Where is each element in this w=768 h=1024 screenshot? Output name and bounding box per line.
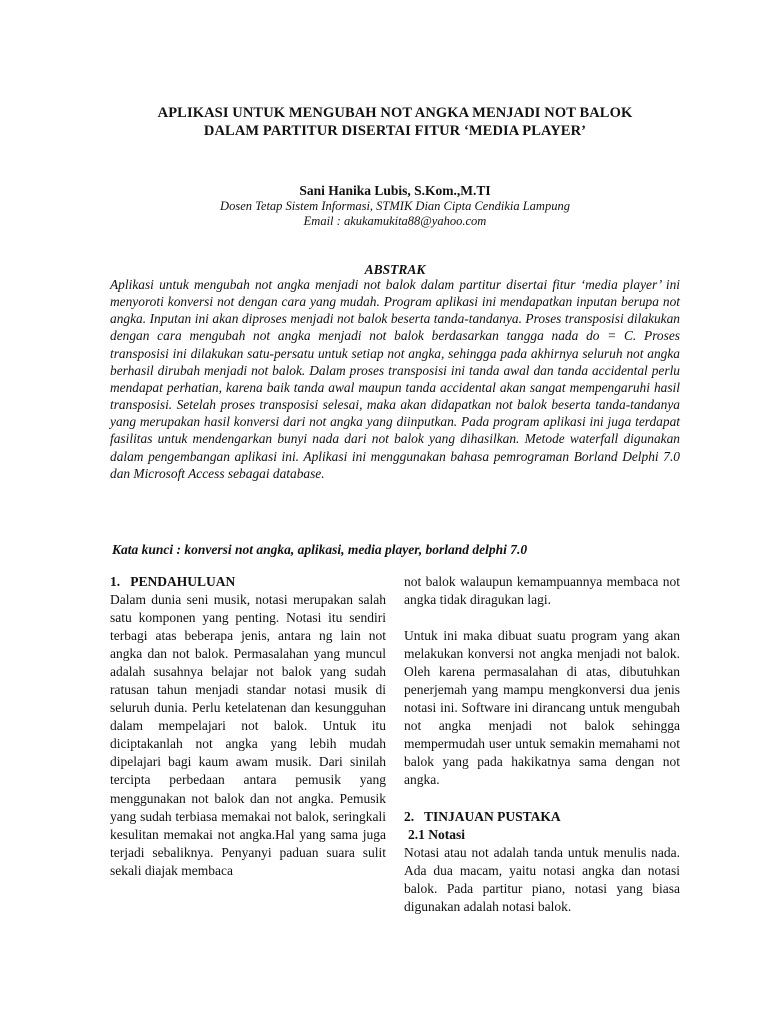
paper-title <box>60 104 730 140</box>
keywords: Kata kunci : konversi not angka, aplikasi, media player, borland delphi 7.0 <box>112 542 528 557</box>
author-name: Sani Hanika Lubis, S.Kom.,M.TI <box>299 183 491 198</box>
intro-paragraph-1: Dalam dunia seni musik, notasi merupakan salah satu komponen yang penting. Notasi itu sendiri terbagi atas beberapa jenis, antara ng lain not angka dan not balok. Permasalahan yang muncul adalah susahnya belajar not balok yang sudah ratusan tahun menjadi standar notasi musik di seluruh dunia. Perlu ketelatenan dan kesungguhan dalam mempelajari not balok. Untuk itu diciptakanlah not angka yang lebih mudah dipelajari bagi kaum awam musik. Dari sinilah tercipta perbedaan antara pemusik yang menggunakan not balok dan not angka. Pemusik yang sudah terbiasa memakai not balok, seringkali kesulitan memakai not angka.Hal yang sama juga terjadi sebaliknya. Penyanyi paduan suara sulit sekali diajak membaca <box>110 592 386 878</box>
abstract-heading: ABSTRAK <box>364 262 426 277</box>
abstract-body: Aplikasi untuk mengubah not angka menjadi not balok dalam partitur disertai fitur ‘media player’ ini menyoroti konversi not dengan cara yang mudah. Program aplikasi ini mendapatkan inputan berupa not angka. Inputan ini akan diproses menjadi not balok beserta tanda-tandanya. Proses transposisi dilakukan dengan cara mengubah not angka menjadi not balok berdasarkan tangga nada do = C. Proses transposisi ini dilakukan satu-persatu untuk setiap not angka, sehingga pada akhirnya seluruh not angka berhasil dirubah menjadi not balok. Dalam proses transposisi ini tanda awal dan tanda accidental perlu mendapat perhatian, karena baik tanda awal maupun tanda accidental akan sangat mempengaruhi hasil transposisi. Setelah proses transposisi selesai, maka akan didapatkan not balok beserta tanda-tandanya yang merupakan hasil konversi dari not angka yang diinputkan. Pada program aplikasi ini juga terdapat fasilitas untuk mendengarkan bunyi nada dari not balok yang dihasilkan. Metode waterfall digunakan dalam pengembangan aplikasi ini. Aplikasi ini menggunakan bahasa pemrograman Borland Delphi 7.0 dan Microsoft Access sebagai database. <box>110 277 680 481</box>
section-heading-pendahuluan: 1. PENDAHULUAN <box>110 574 236 589</box>
paragraph-gap <box>404 790 680 808</box>
right-column <box>404 573 680 916</box>
left-column <box>110 573 386 880</box>
paragraph-gap <box>404 609 680 627</box>
paper-title-line-1: APLIKASI UNTUK MENGUBAH NOT ANGKA MENJADI NOT BALOK <box>157 105 633 121</box>
section-heading-tinjauan-pustaka: 2. TINJAUAN PUSTAKA <box>404 808 561 824</box>
author-affiliation: Dosen Tetap Sistem Informasi, STMIK Dian Cipta Cendikia Lampung <box>220 199 570 213</box>
paper-title-line-2: DALAM PARTITUR DISERTAI FITUR ‘MEDIA PLAYER’ <box>203 123 587 139</box>
notasi-paragraph-1: Notasi atau not adalah tanda untuk menulis nada. Ada dua macam, yaitu notasi angka dan notasi balok. Pada partitur piano, notasi yang biasa digunakan adalah notasi balok. <box>404 844 680 914</box>
subsection-heading-notasi: 2.1 Notasi <box>408 826 465 842</box>
intro-paragraph-1-continued: not balok walaupun kemampuannya membaca not angka tidak diragukan lagi. <box>404 574 680 608</box>
author-email: Email : akukamukita88@yahoo.com <box>303 214 487 228</box>
intro-paragraph-2: Untuk ini maka dibuat suatu program yang akan melakukan konversi not angka menjadi not balok. Oleh karena permasalahan di atas, dibutuhkan penerjemah yang mampu mengkonversi dua jenis notasi ini. Software ini dirancang untuk mengubah not angka menjadi not balok sehingga mempermudah user untuk semakin memahami not balok yang pada hakikatnya sama dengan not angka. <box>404 628 680 788</box>
